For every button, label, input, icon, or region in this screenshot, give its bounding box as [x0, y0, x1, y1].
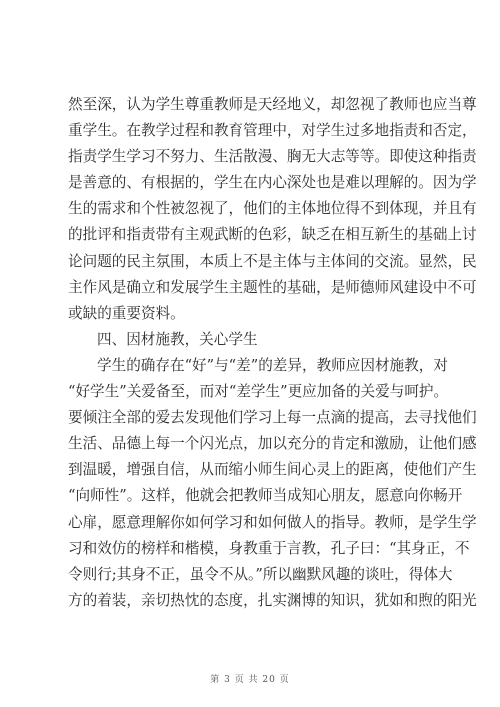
text-line: 指责学生学习不努力、生活散漫、胸无大志等等。即使这种指责: [68, 148, 477, 166]
page-number: 第 3 页 共 20 页: [210, 675, 290, 685]
text-line: 生的需求和个性被忽视了，他们的主体地位得不到体现，并且有: [68, 200, 477, 218]
text-line: 主作风是确立和发展学生主题性的基础，是师德师风建设中不可: [68, 278, 477, 296]
text-line: 方的着装，亲切热忱的态度，扎实渊博的知识，犹如和煦的阳光: [68, 591, 477, 609]
text-line: 的批评和指责带有主观武断的色彩，缺乏在相互新生的基础上讨: [68, 226, 477, 244]
text-line: “向师性”。这样，他就会把教师当成知心朋友，愿意向你畅开: [68, 487, 463, 505]
text-line: 然至深，认为学生尊重教师是天经地义，却忽视了教师也应当尊: [68, 96, 477, 113]
text-line: “好学生”关爱备至，而对“差学生”更应加备的关爱与呵护。: [68, 383, 449, 401]
text-line: 或缺的重要资料。: [68, 304, 185, 322]
text-line: 重学生。在教学过程和教育管理中，对学生过多地指责和否定，: [68, 122, 477, 140]
text-line: 要倾注全部的爱去发现他们学习上每一点滴的提高，去寻找他们: [68, 409, 477, 427]
document-body: [68, 92, 477, 614]
text-line: 学生的确存在“好”与“差”的差异，教师应因材施教，对: [97, 356, 448, 374]
text-line: 令则行;其身不正，虽令不从。”所以幽默风趣的谈吐，得体大: [68, 565, 453, 583]
text-line: 四、因材施教，关心学生: [97, 330, 258, 348]
text-line: 生活、品德上每一个闪光点，加以充分的肯定和激励，让他们感: [68, 435, 477, 453]
text-line: 论问题的民主氛围，本质上不是主体与主体间的交流。显然，民: [68, 252, 477, 270]
text-line: 到温暖，增强自信，从而缩小师生间心灵上的距离，使他们产生: [68, 461, 477, 479]
text-line: 心扉，愿意理解你如何学习和如何做人的指导。教师，是学生学: [68, 513, 477, 531]
text-line: 是善意的、有根据的，学生在内心深处也是难以理解的。因为学: [68, 174, 477, 192]
text-line: 习和效仿的榜样和楷模，身教重于言教，孔子曰：“其身正，不: [68, 539, 470, 557]
